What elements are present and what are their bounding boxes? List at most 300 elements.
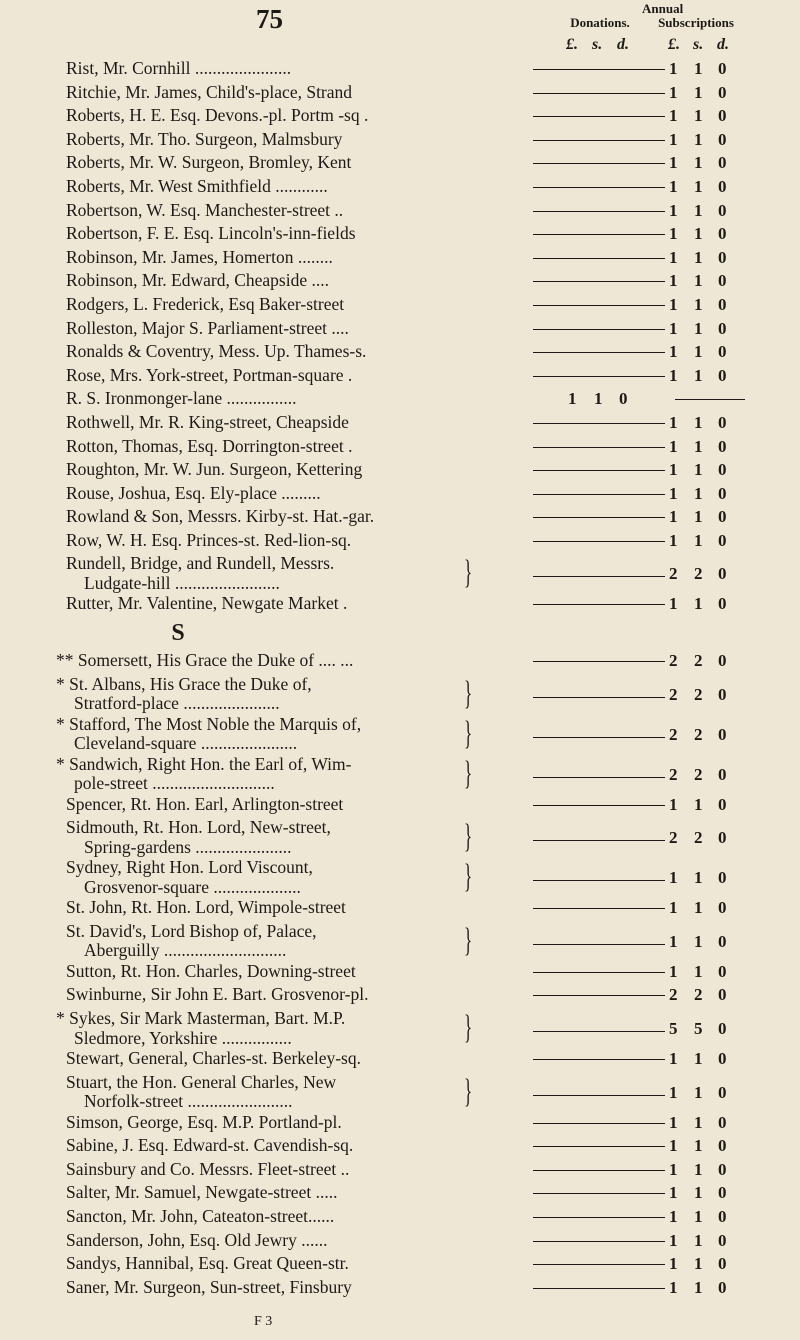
subscription-shillings: 1 [694,1082,703,1102]
signature-mark: F 3 [254,1314,273,1329]
subscription-pence: 0 [718,1136,727,1156]
subscription-shillings: 1 [694,594,703,614]
subscription-shillings: 1 [694,1254,703,1274]
blank-dash [533,995,665,996]
subscription-shillings: 1 [694,82,703,102]
brace-mark: } [464,754,473,792]
name-line: Sidmouth, Rt. Hon. Lord, New-street, [66,817,331,838]
subscriber-name [66,795,466,815]
list-item [0,818,800,858]
subscription-pounds: 1 [669,1049,678,1069]
don-pound-unit: £. [566,36,578,53]
subscriber-name [56,715,456,754]
name-line: Stafford, The Most Noble the Marquis of, [69,713,362,734]
subscription-pence: 0 [718,985,727,1005]
subscriber-name [66,594,466,614]
list-item [0,83,800,107]
blank-dash [533,258,665,259]
sub-shilling-unit: s. [693,36,704,53]
subscription-shillings: 1 [694,460,703,480]
subscription-pence: 0 [718,1183,727,1203]
blank-dash [533,840,665,841]
list-item [0,1254,800,1278]
subscription-pence: 0 [718,898,727,918]
blank-dash [533,517,665,518]
subscription-pence: 0 [718,507,727,527]
list-item [0,460,800,484]
subscriber-name [66,1113,466,1133]
subscription-shillings: 1 [694,200,703,220]
subscription-pounds: 1 [669,318,678,338]
name-line: Sanderson, John, Esq. Old Jewry ...... [66,1229,328,1250]
subscription-shillings: 1 [694,1049,703,1069]
subscription-pence: 0 [718,318,727,338]
subscription-pounds: 1 [669,1082,678,1102]
subscription-pounds: 1 [669,794,678,814]
blank-dash [533,93,665,94]
subscription-shillings: 1 [694,342,703,362]
name-line: Robertson, F. E. Esq. Lincoln's-inn-fields [66,223,356,244]
subscription-shillings: 2 [694,564,703,584]
subscriber-name [66,898,466,918]
name-line-continued: Ludgate-hill ........................ [84,572,280,593]
subscription-shillings: 1 [694,898,703,918]
blank-dash [533,447,665,448]
name-line: Rose, Mrs. York-street, Portman-square . [66,364,353,385]
blank-dash [533,697,665,698]
list-item [0,366,800,390]
list-item [0,1113,800,1137]
blank-dash [533,1170,665,1171]
name-line-continued: Grosvenor-square .................... [84,876,301,897]
subscriber-name [66,295,466,315]
subscription-pence: 0 [718,82,727,102]
brace-mark: } [464,921,473,959]
section-heading-row [0,618,800,651]
subscriber-name [66,319,466,339]
subscriber-name [66,460,466,480]
blank-dash [533,576,665,577]
header-donations: Donations. [570,15,630,30]
subscriber-name [66,248,466,268]
blank-dash [533,737,665,738]
star-mark: * [56,1008,65,1029]
list-item [0,106,800,130]
name-line: Sydney, Right Hon. Lord Viscount, [66,857,313,878]
subscriber-name [66,1231,466,1251]
name-line: Roberts, Mr. West Smithfield ............ [66,175,328,196]
subscription-shillings: 2 [694,651,703,671]
subscription-pence: 0 [718,1159,727,1179]
subscriber-name [66,224,466,244]
subscription-pounds: 1 [669,1183,678,1203]
blank-dash [533,376,665,377]
name-line: Sancton, Mr. John, Cateaton-street...... [66,1206,335,1226]
subscription-pounds: 1 [669,1230,678,1250]
subscriber-name [66,1183,466,1203]
list-item [0,675,800,715]
subscriber-name [66,962,466,982]
blank-dash [533,1146,665,1147]
name-line: Stuart, the Hon. General Charles, New [66,1071,337,1092]
subscription-pence: 0 [718,342,727,362]
subscriber-name [66,507,466,527]
subscription-pence: 0 [718,460,727,480]
name-line: Salter, Mr. Samuel, Newgate-street ..... [66,1182,338,1203]
subscription-pence: 0 [718,564,727,584]
subscription-pence: 0 [718,594,727,614]
subscription-pounds: 1 [669,507,678,527]
list-item [0,755,800,795]
donation-shillings: 1 [594,389,603,409]
subscription-pounds: 2 [669,564,678,584]
name-line: R. S. Ironmonger-lane ................ [66,388,297,409]
subscription-shillings: 1 [694,794,703,814]
blank-dash [533,470,665,471]
subscription-shillings: 1 [694,271,703,291]
list-item [0,651,800,675]
list-item [0,130,800,154]
subscriber-name [66,818,466,857]
subscription-pence: 0 [718,794,727,814]
subscription-pounds: 1 [669,176,678,196]
name-line: Rolleston, Major S. Parliament-street .... [66,317,349,338]
subscription-pounds: 1 [669,342,678,362]
name-line: Rothwell, Mr. R. King-street, Cheapside [66,411,349,432]
subscription-pence: 0 [718,724,727,744]
subscription-shillings: 1 [694,1112,703,1132]
subscription-shillings: 1 [694,224,703,244]
subscription-pence: 0 [718,412,727,432]
name-line: Robinson, Mr. James, Homerton ........ [66,246,333,267]
list-item [0,59,800,83]
subscription-pounds: 1 [669,1136,678,1156]
list-item [0,1231,800,1255]
subscriber-name [66,83,466,103]
subscription-pence: 0 [718,59,727,78]
brace-mark: } [464,714,473,752]
subscription-pence: 0 [718,530,727,550]
list-item [0,1278,800,1302]
list-item [0,413,800,437]
subscription-pence: 0 [718,247,727,267]
name-line: Rutter, Mr. Valentine, Newgate Market . [66,593,348,614]
subscription-pounds: 5 [669,1019,678,1039]
list-item [0,1160,800,1184]
header-annual: Annual [642,1,684,16]
list-item [0,437,800,461]
list-item [0,715,800,755]
blank-dash [533,944,665,945]
subscriber-name [66,531,466,551]
name-line: Sutton, Rt. Hon. Charles, Downing-street [66,960,356,981]
name-line: Spencer, Rt. Hon. Earl, Arlington-street [66,793,344,814]
list-item [0,507,800,531]
brace-mark: } [464,554,473,592]
subscription-pounds: 1 [669,224,678,244]
subscription-shillings: 1 [694,961,703,981]
subscription-shillings: 1 [694,412,703,432]
name-line: Rundell, Bridge, and Rundell, Messrs. [66,553,335,574]
subscription-shillings: 1 [694,1159,703,1179]
subscription-shillings: 2 [694,684,703,704]
subscription-shillings: 1 [694,1183,703,1203]
subscriber-name [66,177,466,197]
subscriber-name [66,1160,466,1180]
subscription-shillings: 1 [694,1277,703,1297]
blank-dash [533,541,665,542]
subscription-shillings: 1 [694,483,703,503]
list-item [0,389,800,413]
subscription-pounds: 1 [669,931,678,951]
name-line: Rist, Mr. Cornhill ...................... [66,58,292,78]
list-item [0,985,800,1009]
subscription-pounds: 1 [669,483,678,503]
name-line-continued: Aberguilly ............................ [84,940,287,961]
donation-pence: 0 [619,389,628,409]
subscription-pence: 0 [718,1049,727,1069]
list-item [0,153,800,177]
blank-dash [533,187,665,188]
subscription-pence: 0 [718,483,727,503]
star-mark: ** [56,650,74,671]
name-line: Roberts, H. E. Esq. Devons.-pl. Portm -sq . [66,105,369,126]
star-mark: * [56,753,65,774]
blank-dash [533,305,665,306]
blank-dash [533,1241,665,1242]
subscription-shillings: 1 [694,1230,703,1250]
subscription-pounds: 2 [669,764,678,784]
subscriber-name [66,1049,466,1069]
subscription-pounds: 1 [669,200,678,220]
subscription-shillings: 1 [694,507,703,527]
name-line: Row, W. H. Esq. Princes-st. Red-lion-sq. [66,529,352,550]
name-line: Saner, Mr. Surgeon, Sun-street, Finsbury [66,1276,352,1297]
subscriber-name [66,554,466,593]
subscriber-name [66,106,466,126]
list-item [0,1073,800,1113]
list-item [0,1183,800,1207]
subscription-shillings: 1 [694,294,703,314]
subscriber-name [56,675,456,714]
subscriber-name [66,201,466,221]
subscription-pence: 0 [718,271,727,291]
name-line: Rodgers, L. Frederick, Esq Baker-street [66,293,345,314]
subscriber-name [66,413,466,433]
subscriber-name [56,755,456,794]
subscription-pence: 0 [718,106,727,126]
blank-dash [533,423,665,424]
blank-dash [533,1095,665,1096]
name-line: Roberts, Mr. W. Surgeon, Bromley, Kent [66,152,352,173]
name-line-continued: Sledmore, Yorkshire ................ [74,1027,292,1048]
subscription-shillings: 1 [694,931,703,951]
subscription-pounds: 1 [669,1277,678,1297]
subscriber-name [66,484,466,504]
name-line-continued: Norfolk-street ........................ [84,1091,293,1112]
subscription-shillings: 2 [694,764,703,784]
subscription-pounds: 2 [669,651,678,671]
subscriber-name [66,130,466,150]
brace-mark: } [464,674,473,712]
name-line: Sykes, Sir Mark Masterman, Bart. M.P. [69,1008,346,1029]
name-line: St. David's, Lord Bishop of, Palace, [66,920,317,941]
subscription-pence: 0 [718,931,727,951]
name-line: Stewart, General, Charles-st. Berkeley-sq. [66,1048,361,1069]
name-line: Robertson, W. Esq. Manchester-street .. [66,199,344,220]
subscription-shillings: 1 [694,153,703,173]
subscription-pence: 0 [718,1019,727,1039]
blank-dash [533,69,665,70]
name-line: Somersett, His Grace the Duke of .... ... [77,650,354,671]
subscription-pence: 0 [718,1230,727,1250]
name-line: Rowland & Son, Messrs. Kirby-st. Hat.-gar. [66,506,375,527]
subscriber-name [56,1009,456,1048]
subscription-pounds: 1 [669,365,678,385]
subscription-pence: 0 [718,1254,727,1274]
blank-dash [533,116,665,117]
subscription-shillings: 1 [694,1136,703,1156]
subscription-pounds: 1 [669,1159,678,1179]
subscription-shillings: 2 [694,724,703,744]
name-line: Rotton, Thomas, Esq. Dorrington-street . [66,435,353,456]
subscription-pence: 0 [718,224,727,244]
star-mark: * [56,713,65,734]
blank-dash [533,1288,665,1289]
list-item [0,295,800,319]
subscription-pence: 0 [718,868,727,888]
list-item [0,531,800,555]
subscription-pounds: 2 [669,985,678,1005]
header-subscriptions: Subscriptions [658,15,734,30]
subscription-pence: 0 [718,436,727,456]
name-line: Roughton, Mr. W. Jun. Surgeon, Kettering [66,459,363,480]
don-pence-unit: d. [617,36,629,53]
subscription-pence: 0 [718,764,727,784]
subscription-pence: 0 [718,129,727,149]
subscription-shillings: 1 [694,318,703,338]
subscription-pence: 0 [718,200,727,220]
blank-dash [533,352,665,353]
subscription-pounds: 2 [669,724,678,744]
subscriber-name [66,271,466,291]
blank-dash [533,1264,665,1265]
subscriber-name [66,59,466,79]
name-line-continued: pole-street ............................ [74,773,275,794]
list-item [0,1049,800,1073]
subscription-pounds: 1 [669,294,678,314]
subscription-shillings: 1 [694,1207,703,1226]
brace-mark: } [464,818,473,856]
subscription-pounds: 2 [669,828,678,848]
subscriber-name [66,985,466,1005]
subscriber-name [56,651,456,671]
subscriber-name [66,922,466,961]
name-line: Ronalds & Coventry, Mess. Up. Thames-s. [66,341,367,362]
subscription-pounds: 1 [669,1112,678,1132]
donation-pounds: 1 [568,389,577,409]
subscription-pounds: 2 [669,684,678,704]
subscription-shillings: 1 [694,176,703,196]
subscription-shillings: 1 [694,868,703,888]
subscriber-name [66,1136,466,1156]
subscription-pounds: 1 [669,412,678,432]
blank-dash [533,211,665,212]
name-line: Robinson, Mr. Edward, Cheapside .... [66,270,329,291]
list-item [0,962,800,986]
subscription-pounds: 1 [669,129,678,149]
subscription-pence: 0 [718,1277,727,1297]
blank-dash [533,234,665,235]
star-mark: * [56,673,65,694]
list-item [0,342,800,366]
subscription-pounds: 1 [669,106,678,126]
subscription-pence: 0 [718,1207,727,1226]
name-line: Sandys, Hannibal, Esq. Great Queen-str. [66,1253,349,1274]
subscription-pence: 0 [718,365,727,385]
blank-dash [533,1059,665,1060]
name-line: Rouse, Joshua, Esq. Ely-place ......... [66,482,321,503]
name-line: Ritchie, Mr. James, Child's-place, Strand [66,81,353,102]
subscription-shillings: 2 [694,985,703,1005]
subscription-shillings: 2 [694,828,703,848]
brace-mark: } [464,1009,473,1047]
subscription-pence: 0 [718,1112,727,1132]
blank-dash [533,140,665,141]
list-item [0,248,800,272]
subscription-pounds: 1 [669,961,678,981]
list-item [0,554,800,594]
blank-dash [533,777,665,778]
subscription-pounds: 1 [669,436,678,456]
subscription-pence: 0 [718,176,727,196]
subscription-pounds: 1 [669,1254,678,1274]
subscription-pounds: 1 [669,594,678,614]
blank-dash [533,163,665,164]
subscriber-name [66,366,466,386]
blank-dash [533,908,665,909]
blank-dash [533,329,665,330]
list-item [0,271,800,295]
name-line: St. John, Rt. Hon. Lord, Wimpole-street [66,897,346,918]
list-item [0,898,800,922]
name-line: Sandwich, Right Hon. the Earl of, Wim- [69,753,352,774]
subscription-shillings: 1 [694,365,703,385]
subscription-shillings: 1 [694,106,703,126]
brace-mark: } [464,1072,473,1110]
subscription-pence: 0 [718,1082,727,1102]
name-line-continued: Spring-gardens ...................... [84,836,292,857]
blank-dash [533,1123,665,1124]
subscription-shillings: 1 [694,59,703,78]
list-item [0,177,800,201]
list-item [0,201,800,225]
list-item [0,795,800,819]
section-letter: S [171,620,185,647]
blank-dash [533,972,665,973]
subscription-pounds: 1 [669,530,678,550]
subscriber-name [66,1278,466,1298]
subscription-shillings: 5 [694,1019,703,1039]
page-number: 75 [256,4,283,34]
subscription-shillings: 1 [694,247,703,267]
name-line: Sabine, J. Esq. Edward-st. Cavendish-sq. [66,1135,354,1156]
subscription-shillings: 1 [694,436,703,456]
list-item [0,484,800,508]
subscriber-name [66,342,466,362]
blank-dash [533,604,665,605]
name-line-continued: Stratford-place ...................... [74,693,280,714]
